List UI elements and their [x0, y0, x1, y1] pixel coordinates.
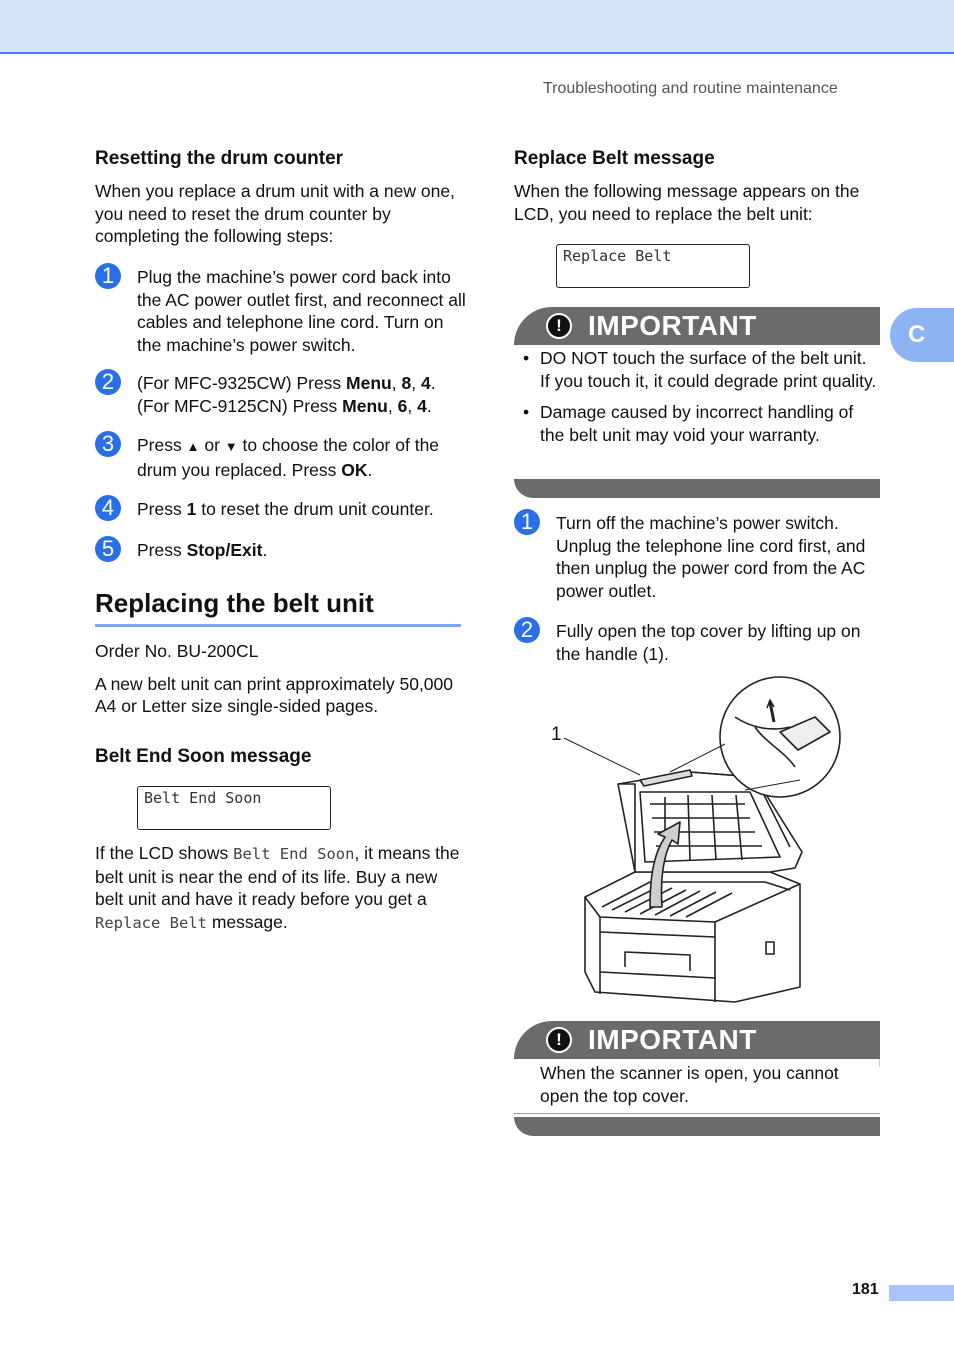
down-arrow-icon: ▼: [224, 439, 238, 454]
lcd-belt-end-soon: Belt End Soon: [137, 786, 331, 830]
step-number: 1: [514, 509, 540, 535]
top-header-bar: [0, 0, 954, 54]
step-text: Turn off the machine’s power switch. Unplug the telephone line cord first, and then unplug the power cord from the AC power outlet.: [556, 513, 866, 601]
section-title: Replacing the belt unit: [95, 588, 374, 618]
replace-intro: When the following message appears on the LCD, you need to replace the belt unit:: [514, 181, 860, 224]
step-text: (For MFC-9325CW) Press Menu, 8, 4. (For MFC-9125CN) Press Menu, 6, 4.: [137, 373, 436, 416]
chapter-tab: C: [890, 308, 954, 362]
lcd-replace-belt: Replace Belt: [556, 244, 750, 288]
reset-step-1: [95, 263, 466, 355]
page-number: 181: [852, 1281, 879, 1298]
important-box-1-header: [514, 307, 880, 345]
step-text: Plug the machine’s power cord back into the AC power outlet first, and reconnect all cables and telephone line cord. Turn on the machine’s power switch.: [137, 267, 466, 355]
important-box-2-footer: [514, 1117, 880, 1136]
step-text: Press Stop/Exit.: [137, 540, 268, 560]
step-text: Press 1 to reset the drum unit counter.: [137, 499, 434, 519]
belt-step-2: [514, 617, 861, 664]
reset-step-2: [95, 369, 436, 416]
reset-step-4: [95, 495, 434, 521]
left-column: [95, 148, 465, 248]
important-2-text: When the scanner is open, you cannot open the top cover.: [540, 1063, 839, 1106]
step-number: 1: [95, 263, 121, 289]
order-number: Order No. BU-200CL: [95, 641, 259, 661]
step-number: 4: [95, 495, 121, 521]
reset-step-5: [95, 536, 268, 562]
step-text: Press ▲ or ▼ to choose the color of the drum you replaced. Press OK.: [137, 435, 440, 480]
reset-step-3: [95, 431, 440, 480]
exclamation-icon: !: [546, 313, 572, 339]
important-box-1-footer: [514, 479, 880, 498]
belt-end-paragraph: If the LCD shows Belt End Soon, it means the belt unit is near the end of its life. Buy a new belt unit and have it ready before you get a Replace Belt message.: [95, 843, 460, 932]
step-text: Fully open the top cover by lifting up on the handle (1).: [556, 621, 861, 664]
step-number: 2: [95, 369, 121, 395]
important-label: IMPORTANT: [588, 1024, 757, 1055]
up-arrow-icon: ▲: [186, 439, 200, 454]
reset-heading: Resetting the drum counter: [95, 148, 344, 169]
important-1-list: [514, 347, 880, 455]
exclamation-icon: !: [546, 1027, 572, 1053]
replace-heading: Replace Belt message: [514, 148, 715, 169]
important-label: IMPORTANT: [588, 310, 757, 341]
step-number: 3: [95, 431, 121, 457]
page-number-bar: [889, 1285, 954, 1301]
important-box-2-header: [514, 1021, 880, 1059]
list-item: • DO NOT touch the surface of the belt unit. If you touch it, it could degrade print quality.: [514, 347, 880, 392]
list-item: • Damage caused by incorrect handling of the belt unit may void your warranty.: [514, 401, 880, 446]
step-number: 5: [95, 536, 121, 562]
section-rule: [95, 624, 461, 627]
running-title: Troubleshooting and routine maintenance: [543, 80, 838, 97]
step-number: 2: [514, 617, 540, 643]
figure-callout-label: 1: [551, 724, 562, 745]
belt-end-heading: Belt End Soon message: [95, 745, 312, 767]
important-box-2-rule: [514, 1113, 880, 1114]
important-box-2-edge: [879, 1059, 880, 1067]
printer-open-cover-illustration: [540, 672, 850, 1012]
reset-intro: When you replace a drum unit with a new one, you need to reset the drum counter by completing the following steps:: [95, 181, 455, 246]
belt-step-1: [514, 509, 866, 601]
right-column: [514, 148, 884, 225]
capacity-text: A new belt unit can print approximately 50,000 A4 or Letter size single-sided pages.: [95, 673, 453, 716]
belt-section: [95, 588, 461, 768]
